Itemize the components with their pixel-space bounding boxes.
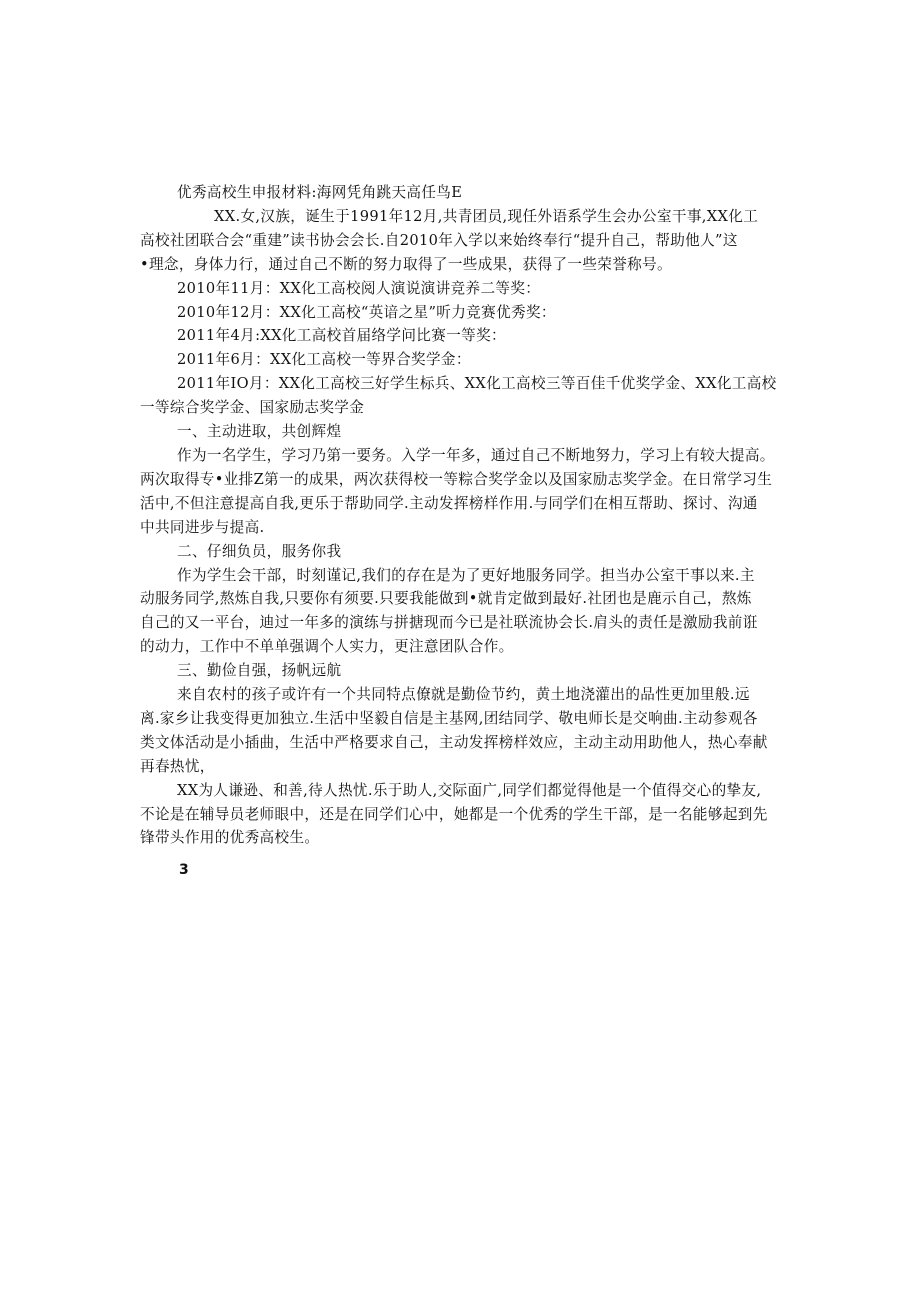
- body-text-line: 一等综合奖学金、国家励志奖学金: [140, 399, 365, 417]
- body-text-line: 一、主动进取，共创辉煌: [177, 423, 342, 441]
- body-text-line: 三、勤俭自强，扬帆远航: [177, 662, 342, 680]
- body-text-line: 作为学生会干部，时刻谨记,我们的存在是为了更好地服务同学。担当办公室干事以来.主: [177, 566, 755, 584]
- body-text-line: 锋带头作用的优秀高校生。: [140, 829, 320, 847]
- body-text-line: 2011年IO月：XX化工高校三好学生标兵、XX化工高校三等百佳千优奖学金、XX化工高校: [177, 375, 777, 393]
- body-text-line: 二、仔细负员，服务你我: [177, 542, 342, 560]
- body-text-line: •理念，身体力行，通过自己不断的努力取得了一些成果，获得了一些荣誉称号。: [140, 255, 672, 273]
- body-text-line: XX.女,汉族，诞生于1991年12月,共青团员,现任外语系学生会办公室干事,XX化工: [214, 207, 759, 225]
- body-text-line: 中共同进步与提高.: [140, 518, 265, 536]
- page-number: 3: [179, 862, 189, 878]
- body-text-line: 类文体活动是小插曲，生活中严格要求自己，主动发挥榜样效应，主动主动用助他人，热心奉献: [140, 733, 768, 751]
- body-text-line: 动服务同学,熬炼自我,只要你有须要.只要我能做到•就肯定做到最好.社团也是鹿示自己，熬炼: [140, 590, 752, 608]
- body-text-line: 再春热忧，: [140, 757, 215, 775]
- document-title: 优秀高校生申报材料:海网凭角跳天高任鸟E: [177, 184, 463, 201]
- body-text-line: 自己的又一平台，迪过一年多的演练与拼搪现而今已是社联流协会长.肩头的责任是激励我前诳: [140, 614, 758, 632]
- body-text-line: 来自农村的孩子或许有一个共同特点僚就是勤俭节约，黄土地浇灌出的品性更加里般.远: [177, 686, 750, 704]
- body-text-line: 2011年6月：XX化工高校一等界合奖学金：: [177, 351, 471, 369]
- body-text-line: 作为一名学生，学习乃第一要务。入学一年多，通过自己不断地努力，学习上有较大提高。: [177, 446, 775, 464]
- document-body: [140, 181, 790, 850]
- body-text-line: 高校社团联合会“重建”读书协会会长.自2010年入学以来始终奉行“提升自己，帮助他人”这: [140, 231, 738, 249]
- body-text-line: 两次取得专•业排Z第一的成果，两次获得校一等粽合奖学金以及国家励志奖学金。在日常学习生: [140, 470, 773, 488]
- body-text-line: 活中,不但注意提高自我,更乐于帮助同学.主动发挥榜样作用.与同学们在相互帮助、探讨、沟通: [140, 494, 758, 512]
- body-text-line: XX为人谦逊、和善,待人热忧.乐于助人,交际面广,同学们都觉得他是一个值得交心的挚友,: [177, 781, 762, 799]
- body-text-line: 离.家乡让我变得更加独立.生活中坚毅自信是主基网,团结同学、敬电师长是交响曲.主动参观各: [140, 709, 758, 727]
- body-text-line: 2010年11月：XX化工高校阅人演说演讲竞养二等奖：: [177, 279, 541, 297]
- body-text-line: 2010年12月：XX化工高校“英谙之星”听力竞赛优秀奖：: [177, 303, 556, 321]
- body-text-line: 不论是在辅导员老师眼中，还是在同学们心中，她都是一个优秀的学生干部，是一名能够起到先: [140, 805, 768, 823]
- body-text-line: 2011年4月:XX化工高校首届络学问比赛一等奖：: [177, 327, 506, 345]
- body-text-line: 的动力，工作中不单单强调个人实力，更注意团队合作。: [140, 638, 514, 656]
